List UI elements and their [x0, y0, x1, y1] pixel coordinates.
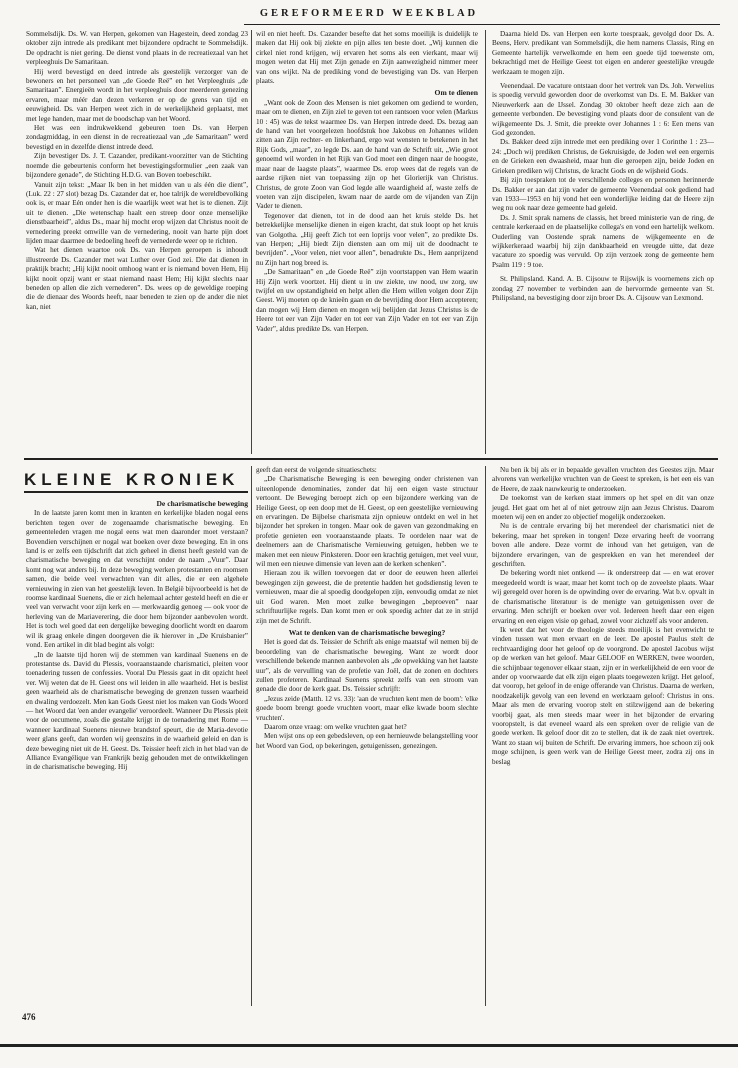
paragraph: geeft dan eerst de volgende situatieschets:: [256, 466, 377, 474]
paragraph: Vanuit zijn tekst: „Maar Ik ben in het midden van u als één die dient”, (Luk. 22 : 27 slot) bezag Ds. Cazander dat er, hoe talrijk de wereldbevolking ook is, er maar Eén onder hen is die waarlijk weet wat het is te dienen. Zijt uit te dienen. „Die wetenschap haalt een streep door onze menselijke dienstbaarheid”, aldus Ds., maar hij mocht erop wijzen dat Christus nooit de vernedering preekt omwille van de vernedering, nooit van harte pijn doet lijden maar daarmee de bedoeling heeft de vernederde weer op te richten.: [26, 180, 248, 245]
paragraph: St. Philipsland. Kand. A. B. Cijsouw te Rijswijk is voornemens zich op zondag 27 november te verbinden aan de hervormde gemeente van St. Philipsland, na bevestiging door zijn broer Ds. A. Cijsouw van Lexmond.: [492, 275, 714, 302]
column-3-bottom: [492, 466, 714, 767]
section-rule: [24, 458, 718, 460]
paragraph: Sommelsdijk. Ds. W. van Herpen, gekomen van Hagestein, deed zondag 23 oktober zijn intrede als predikant met bijzondere opdracht te Sommelsdijk. De opdracht is niet gering. De dienst vond plaats in de recreatiezaal van het verpleeghuis De Samaritaan.: [26, 30, 248, 67]
paragraph: Men wijst ons op een gebedsleven, op een hernieuwde belangstelling voor het Woord van God, op bekeringen, getuigenissen, genezingen.: [256, 732, 478, 750]
paragraph: Daarna hield Ds. van Herpen een korte toespraak, gevolgd door Ds. A. Beens, Herv. predikant van Sommelsdijk, die hem namens Classis, Ring en Gemeente hartelijk verwelkomde en hem een goede tijd toewenste om, bekrachtigd met de Heilige Geest tot eigen en anderer geestelijke vreugde werkzaam te mogen zijn.: [492, 30, 714, 76]
column-2-top: [256, 30, 478, 334]
page-number: 476: [22, 1012, 36, 1022]
paragraph: wil en niet heeft. Ds. Cazander besefte dat het soms moeilijk is duidelijk te maken dat Hij ook bij ziekte en pijn alles ten beste doet. „Wij kunnen die cirkel niet rond krijgen, wij ervaren het soms als een vierkant, maar wij mogen weten dat Hij met Zijn genade en Zijn aanwezigheid nimmer meer van ons wijkt. Na de prediking vond de bevestiging van Ds. van Herpen plaats.: [256, 30, 478, 86]
paragraph: „Want ook de Zoon des Mensen is niet gekomen om gediend te worden, maar om te dienen, en Zijn ziel te geven tot een rantsoen voor velen (Markus 10 : 45) was de tekst waarmee Ds. van Herpen intrede deed. Ds. bezag aan de hand van het voorgelezen hoofdstuk hoe Jakobus en Johannes wilden zitten aan Zijn rechter- en linkerhand, ergo wat wensten te betekenen in het Rijk Gods, „maar”, zo legde Ds. aan de hand van de Schrift uit, „Wie groot genoemd wil worden in het Rijk van God moet een dingen naar de hoogste, maar naar de laagste plaats”, waarmee Ds. erop wees dat de regels van de aardse rijken niet van toepassing zijn op het Glorierijk van Christus. Christus, de grote Zoon van God legde alle waardigheid af, waste zelfs de voeten van zijn discipelen, kwam naar de aarde om de vijanden van Zijn Vader te dienen.: [256, 98, 478, 211]
paragraph: In de laatste jaren komt men in kranten en kerkelijke bladen nogal eens berichten tegen over de zogenaamde charismatische beweging. En gemeenteleden vragen me nogal eens wat men daaronder moet verstaan? Bovendien verschijnen er nogal wat boeken over deze beweging. En in ons land is er zelfs een tijdschrift dat zich geheel in dienst heeft gesteld van de charismatische beweging en dat verschijnt onder de naam „Vuur”. Daar komt nog wat anders bij. In deze beweging werken protestanten en roomsen samen, die beide veel verwachten van dit alles, die er een algehele vernieuwing in zien van het geestelijk leven. In België bijvoorbeeld is het de roomse kardinaal Suenens, die er zich helemaal achter gesteld heeft en die er veel van verwacht voor zijn kerk en — merkwaardig genoeg — ook voor de herleving van de Mariaverering, die door hem bijzonder aanbevolen wordt. Het is toch wel goed dat een dergelijke beweging doorlicht wordt en daarom wil ik graag enkele dingen doorgeven die ik hierover in „De Kruisbanier” vond. Een artikel in dit blad begint als volgt:: [26, 509, 248, 650]
paragraph: Ds. Bakker deed zijn intrede met een prediking over 1 Corinthe 1 : 23—24: „Doch wij prediken Christus, de Gekruisigde, de Joden wel een ergernis en de Grieken een dwaasheid, maar hun die geroepen zijn, beide Joden en Grieken prediken wij Christus, de kracht Gods en de wijsheid Gods.: [492, 138, 714, 175]
paragraph: Het is goed dat ds. Teissier de Schrift als enige maatstaf wil nemen bij de beoordeling van de charismatische beweging. Want ze wordt door verschillende bekende mannen aanbevolen als „de opwekking van het laatste uur”, als de vervulling van de profetie van Joël, dat de zonen en dochters zullen profeteren. Kardinaal Suenens spreekt zelfs van een stroom van genade die door de kerk gaat. Ds. Teissier schrijft:: [256, 638, 478, 694]
header-rule: [244, 24, 720, 25]
column-divider: [485, 466, 486, 1006]
column-2-bottom: [256, 466, 478, 751]
paragraph: Ds. J. Smit sprak namens de classis, het breed ministerie van de ring, de centrale kerkeraad en de plaatselijke collega's en vond een hartelijk welkom. Ouderling van Oostende sprak namens de wijkgemeente en de wijkkerkeraad waarbij hij zijn dankbaarheid en vreugde uitte, dat deze vacature zo spoedig was vervuld. Op zijn verzoek zong de gemeente hem Psalm 119 : 9 toe.: [492, 213, 714, 269]
paragraph: Veenendaal. De vacature ontstaan door het vertrek van Ds. Joh. Verwelius is spoedig vervuld geworden door de overkomst van Ds. E. M. Bakker van Nieuwerkerk aan de IJssel. Zondag 30 oktober heeft deze zich aan de gemeente verbonden. De bevestiging vond plaats door de consulent van de wijkgemeente Ds. J. Smit, die preekte over Johannes 1 : 6: Een mens van God gezonden.: [492, 82, 714, 138]
paragraph: Nu is de centrale ervaring bij het merendeel der charismatici niet de bekering, maar het spreken in tongen! Deze ervaring heeft de voorrang boven alle andere. Deze vormt de inhoud van het getuigen, van de bijzondere ervaringen, van de gesprekken en van het merendeel der geschriften.: [492, 522, 714, 569]
paragraph: Het was een indrukwekkend gebeuren toen Ds. van Herpen zondagmiddag, in een dienst in de recreatiezaal van „de Samaritaan” werd bevestigd en in dezelfde dienst intrede deed.: [26, 124, 248, 151]
kroniek-title-rule: [24, 491, 248, 493]
column-3-top: [492, 30, 714, 303]
paragraph: Ik weet dat het voor de theologie steeds moeilijk is het evenwicht te vinden tussen wat men ervaart en de leer. De apostel Paulus stelt de rechtvaardiging door het geloof op de voorgrond. De apostel Jacobus wijst op de werken van het geloof. Maar GELOOF en WERKEN, twee woorden, die schijnbaar tegenover elkaar staan, zijn er in werkelijkheid de een voor de ander op voorwaarde dat elk zijn eigen plaats toegewezen krijgt. Het geloof, dat voorop, het geloof in de enige offerande van Christus. Daarna de werken, noodzakelijk gevolg van een levend en werkzaam geloof: Christus in ons. Maar als men de ervaring voorop stelt en stilzwijgend aan de bekering voorbij gaat, als men steeds maar weer in het bijzonder de ervaring vooropstelt, is dat eveneel waard als een spreken over de religie van de goede werken. Ik geloof door dit zo te stellen, dat ik de zaak niet overtrek. Want zo staan wij buiten de Schrift. De ervaring immers, hoe schoon zij ook moge schijnen, is geen werk van de Heilige Geest meer, zodra zij ons in beslag: [492, 625, 714, 766]
paragraph: Bij zijn toespraken tot de verschillende colleges en personen herinnerde Ds. Bakker er aan dat zijn vader de gemeente Veenendaal ook gediend had van 1933—1953 en hij vond het een wonderlijke leiding dat de Heere zijn weg nu ook naar deze gemeente had geleid.: [492, 176, 714, 213]
section-heading: De charismatische beweging: [156, 499, 248, 508]
section-heading: Om te dienen: [434, 88, 478, 98]
paragraph: De bekering wordt niet ontkend — ik onderstreep dat — en wat erover meegedeeld wordt is waar, maar het komt toch op de zoveelste plaats. Waar wij geregeld over horen is de opwinding over de ervaring. Wat b.v. opvalt in de charismatische literatuur is de menigte van getuigenissen over de ervaring. Men schrijft er boeken over vol. Iedereen heeft daar een eigen ervaring en een eigen visie op gehad, zowel voor zichzelf als voor anderen.: [492, 569, 714, 625]
paragraph: Hieraan zou ik willen toevoegen dat er door de eeuwen heen allerlei bewegingen zijn geweest, die de pretentie hadden het godsdienstig leven te vernieuwen, maar die al spoedig doodgelopen zijn, eenvoudig omdat ze niet uit God waren. Men moet zulke bewegingen „beproeven” naar schriftuurlijke regels. Dan komt men er ook spoedig achter dat ze in strijd zijn met de Schrift.: [256, 569, 478, 625]
paragraph: „Jezus zeide (Matth. 12 vs. 33): 'aan de vruchten kent men de boom': 'elke goede boom brengt goede vruchten voort, maar elke kwade boom slechte vruchten'.: [256, 694, 478, 722]
paragraph: Hij werd bevestigd en deed intrede als geestelijk verzorger van de bewoners en het personeel van „de Goede Reë” en het Verpleeghuis „de Samaritaan”. Energieën wordt in het verpleeghuis door meerderen genezing ervaren, maar méér dan dezen verkeren er op de grens van tijd en eeuwigheid. Ds. van Herpen weet zich in de werkelijkheid geplaatst, met met lege handen, maar met de boodschap van het Woord.: [26, 67, 248, 123]
paragraph: Nu ben ik bij als er in bepaalde gevallen vruchten des Geestes zijn. Maar alvorens van werkelijke vruchten van de Geest te spreken, is het een eis van de Heere, de zaak nauwkeurig te onderzoeken.: [492, 466, 714, 493]
paragraph: De toekomst van de kerken staat immers op het spel en dit van onze jeugd. Het gaat om het al of niet getrouw zijn aan Jezus Christus. Daarom moeten wij een en ander zo objectief mogelijk onderzoeken.: [492, 494, 714, 522]
paragraph: Tegenover dat dienen, tot in de dood aan het kruis stelde Ds. het betrekkelijke menselijke dienen in eigen kracht, dat stuk loopt op het kruis van Golgotha. „Hij geeft Zich tot een loprijs voor velen”, zo predikte Ds. van Herpen; „Hij biedt Zijn diensten aan om mij uit de doodnacht te bevrijden”. „Voor velen, niet voor allen”, benadrukte Ds., Hem aanprijzend nu Zijn hart nog breed is.: [256, 211, 478, 267]
paragraph: „De Samaritaan” en „de Goede Reë” zijn voortstappen van Hem waarin Hij Zijn werk voortzet. Hij dient u in uw ziekte, uw nood, uw zorg, uw twijfel en uw opstandigheid en helpt allen die Hem willen volgen door Zijn Geest. Wij moeten op de knieën gaan en de bevrijding door Hem accepteren; dan mogen wij Hem dienen en mogen wij belijden dat Jezus Christus is de Heere tot eer van Zijn Vader en tot eer van Zijn Vader en tot eer van Zijn Vader”, aldus predikte Ds. van Herpen.: [256, 268, 478, 333]
column-divider: [251, 466, 252, 1006]
page-header: GEREFORMEERD WEEKBLAD: [259, 8, 479, 19]
column-divider: [485, 30, 486, 454]
section-heading: Wat te denken van de charismatische beweging?: [288, 627, 446, 637]
kleine-kroniek-title: KLEINE KRONIEK: [24, 470, 240, 489]
paragraph: Wat het dienen waartoe ook Ds. van Herpen geroepen is inhoudt illustreerde Ds. Cazander met wat Luther over God zei. Die dat dienen in praktijk bracht; „Hij kijkt nooit omhoog want er is niemand boven Hem, Hij kijkt nooit opzij want er staat niemand naast Hem; Hij kijkt slechts naar beneden op allen die zich vernederen”. Ds. wees op de geweldige roeping die de dienaar des Woords heeft, naar beneden te zien op de ander die niet kan, niet: [26, 246, 248, 311]
paragraph: Zijn bevestiger Ds. J. T. Cazander, predikant-voorzitter van de Stichting noemde die gebeurtenis conform het bevestigingsformulier „een zaak van bijzondere genade”, de Stichting H.D.G. van Boven toebeschikt.: [26, 152, 248, 180]
paragraph: „In de laatste tijd horen wij de stemmen van kardinaal Suenens en de protestantse ds. David du Plessis, vooraanstaande charismatici, pleiten voor toenadering tussen de confessies. Vooral Du Plessis gaat in dit opzicht heel ver. Wij weten dat de H. Geest ons wil leiden in alle waarheid. Het is beslist geen waarheid als de charismatische beweging de grenzen tussen waarheid en dwaling verdoezelt. Men kan Gods Geest niet los maken van Gods Woord — het Woord dat 'een ander evangelie' veroordeelt. Wanneer Du Plessis pleit voor de oecumene, zoals die gestalte krijgt in de toenadering met Rome — wanneer kardinaal Suenens nieuwe brandstof speurt, die de Maria-devotie weer glans geeft, dan worden wij geenszins in de waarheid geleid en dan is deze beweging niet uit de H. Geest. Ds. Teissier heeft zich in het blad van de Alliance Evangélique van Frankrijk bezig gehouden met de ontwikkelingen in de charismatische beweging. Hij: [26, 650, 248, 772]
paragraph: „De Charismatische Beweging is een beweging onder christenen van uiteenlopende denominaties, zonder dat hij een eigen vaste structuur vertoont. De Beweging beroept zich op een bijzondere werking van de Heilige Geest, op een doop met de H. Geest, op een geestelijke vernieuwing en ervaringen. De Bijbelse charismata zijn opnieuw ontdekt en wel in het bijzonder het spreken in tongen. Maar ook de gaven van gezondmaking en profetie genieten een vooraanstaande plaats. Te oordelen naar wat de deelnemers aan de Charismatische Vernieuwing getuigen, hebben we te maken met een nieuw Pinksteren. Door een krachtig getuigen, met veel vuur, wil men een nieuwe dimensie van leven aan de kerken schenken”.: [256, 475, 478, 569]
column-1-bottom: [26, 497, 248, 773]
column-1-top: [26, 30, 248, 312]
paragraph: Daarom onze vraag: om welke vruchten gaat het?: [264, 722, 407, 731]
column-divider: [251, 30, 252, 454]
bottom-rule: [0, 1044, 738, 1047]
